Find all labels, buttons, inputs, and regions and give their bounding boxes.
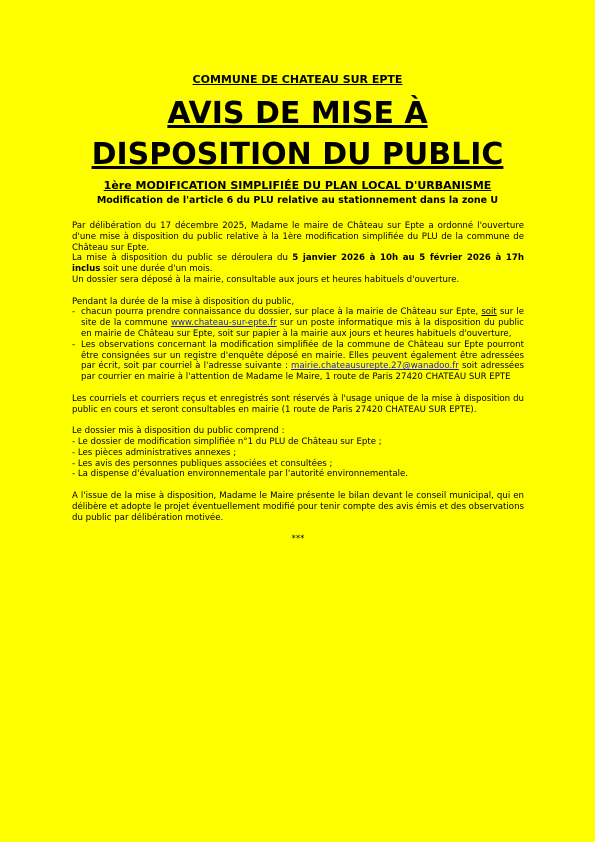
title-line-1: AVIS DE MISE À [167,96,428,131]
during-item-observations: - Les observations concernant la modification simplifiée de la commune de Château sur Epte pourront être consignées sur un registre d'enquête déposé en mairie. Elles peuvent également être adressées par écrit, soit par courriel à l'adresse suivante : mairie.chateausurepte.27@wanadoo.fr soit adressées par courrier en mairie à l'attention de Madame le Maire, 1 route de Paris 27420 CHATEAU SUR EPTE [72,339,524,383]
dates-pre: La mise à disposition du public se déroulera du [72,253,293,264]
dates-paragraph [72,253,524,275]
dossier-heading: Le dossier mis à disposition du public comprend : [72,426,285,437]
mairie-email-link[interactable]: mairie.chateausurepte.27@wanadoo.fr [291,361,459,372]
dates-post: soit une durée d'un mois. [100,264,213,275]
title-line-2: DISPOSITION DU PUBLIC [91,137,504,172]
soit-text: soit [481,307,497,318]
dossier-item: - La dispense d'évaluation environnementale par l'autorité environnementale. [72,469,409,480]
commune-heading: COMMUNE DE CHATEAU SUR EPTE [192,73,403,86]
dossier-item: - Les avis des personnes publiques associées et consultées ; [72,458,333,469]
closing-stars: *** [291,534,305,545]
courriels-paragraph: Les courriels et courriers reçus et enregistrés sont réservés à l'usage unique de la mise à disposition du public en cours et seront consultables en mairie (1 route de Paris 27420 CHATEAU SUR EPTE). [72,393,524,415]
dossier-item: - Le dossier de modification simplifiée n°1 du PLU de Château sur Epte ; [72,436,382,447]
notice-body [72,221,524,545]
during-item-consult: - chacun pourra prendre connaissance du dossier, sur place à la mairie de Château sur Epte, soit sur le site de la commune www.chateau-sur-epte.fr sur un poste informatique mis à la disposition du public en mairie de Château sur Epte, soit sur papier à la mairie aux jours et heures habituels d'ouverture, [72,307,524,339]
dossier-item: - Les pièces administratives annexes ; [72,447,237,458]
intro-paragraph: Par délibération du 17 décembre 2025, Madame le maire de Château sur Epte a ordonné l'ouverture d'une mise à disposition du public relative à la 1ère modification simplifiée du PLU de la commune de Château sur Epte. [72,221,524,253]
during-heading: Pendant la durée de la mise à disposition du public, [72,296,295,307]
subtitle: 1ère MODIFICATION SIMPLIFIÉE DU PLAN LOCAL D'URBANISME [103,179,492,192]
commune-website-link[interactable]: www.chateau-sur-epte.fr [170,318,277,329]
dates-bold: 5 janvier 2026 à 10h au 5 février 2026 à 17h inclus [72,253,525,275]
subtitle-detail: Modification de l'article 6 du PLU relative au stationnement dans la zone U [96,195,499,206]
conclusion-paragraph: A l'issue de la mise à disposition, Madame le Maire présente le bilan devant le conseil municipal, qui en délibère et adopte le projet éventuellement modifié pour tenir compte des avis émis et des observations du public par délibération motivée. [72,490,524,523]
dossier-location-paragraph: Un dossier sera déposé à la mairie, consultable aux jours et heures habituels d'ouverture. [72,274,460,285]
